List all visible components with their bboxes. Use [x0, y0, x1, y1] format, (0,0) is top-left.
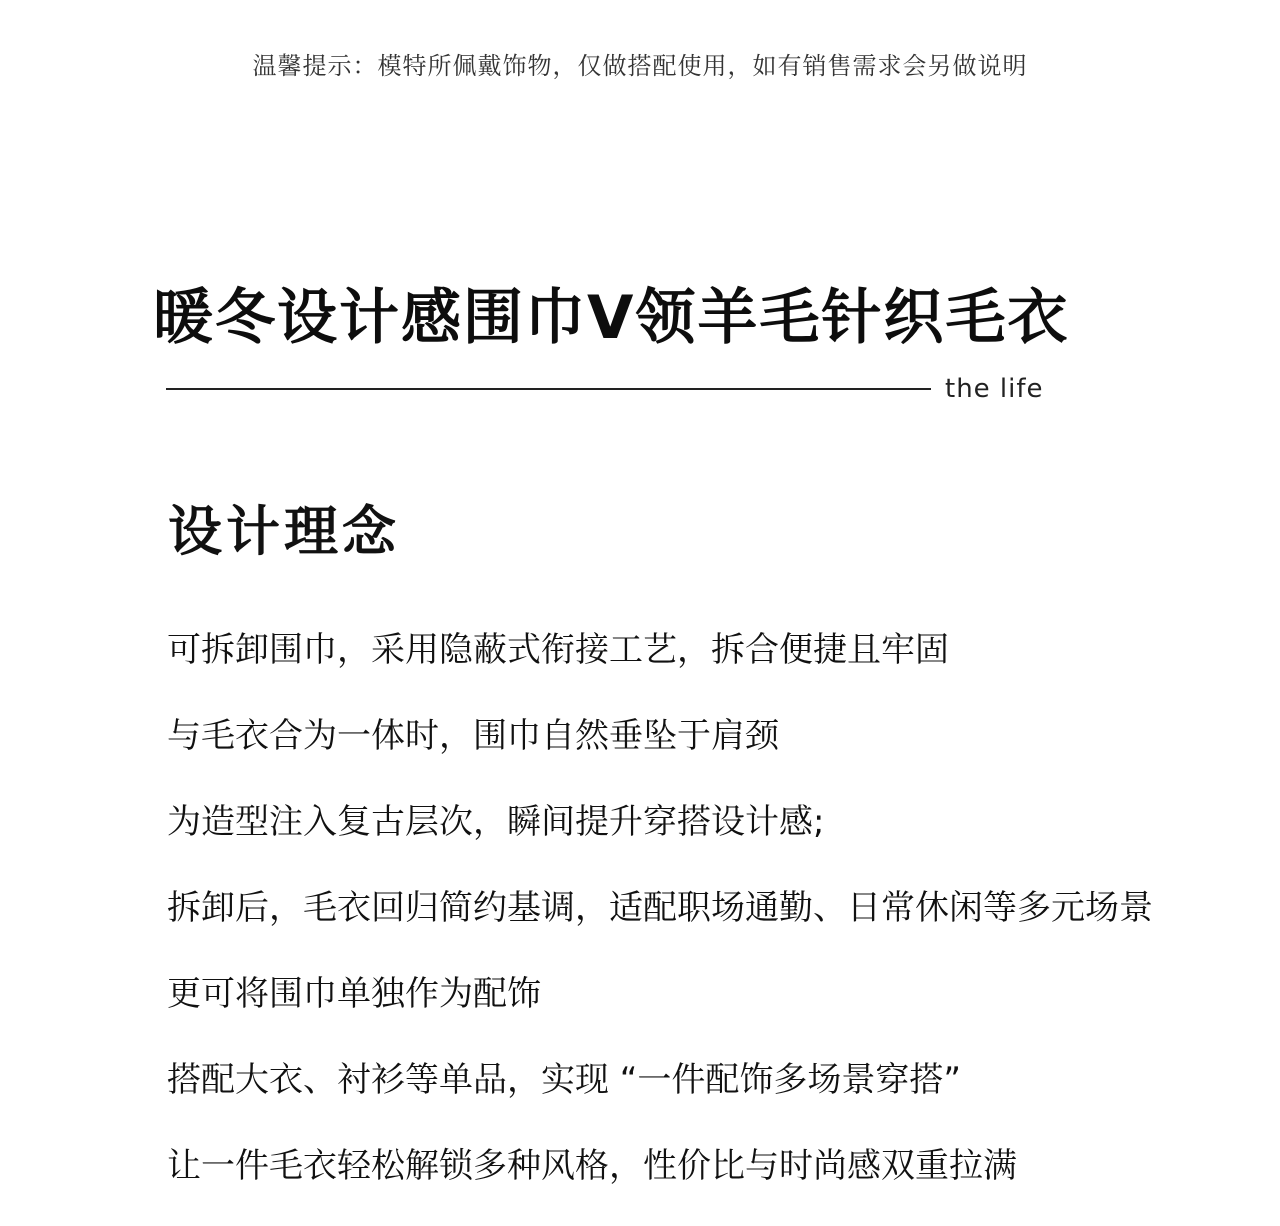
- description-line: 更可将围巾单独作为配饰: [167, 974, 541, 1014]
- description-line: 与毛衣合为一体时，围巾自然垂坠于肩颈: [167, 716, 779, 756]
- description-line: 为造型注入复古层次，瞬间提升穿搭设计感;: [167, 802, 825, 842]
- description-line: 搭配大衣、衬衫等单品，实现 “一件配饰多场景穿搭”: [167, 1060, 962, 1100]
- title-divider: [166, 388, 931, 390]
- page-title: 暖冬设计感围巾V领羊毛针织毛衣: [153, 283, 1070, 353]
- notice-text: 温馨提示：模特所佩戴饰物，仅做搭配使用，如有销售需求会另做说明: [252, 52, 1028, 80]
- description-list: [167, 624, 1153, 1226]
- description-line: 可拆卸围巾，采用隐蔽式衔接工艺，拆合便捷且牢固: [167, 630, 949, 670]
- description-line: 拆卸后，毛衣回归简约基调，适配职场通勤、日常休闲等多元场景: [167, 888, 1153, 928]
- tagline: the life: [945, 374, 1044, 404]
- description-line: 让一件毛衣轻松解锁多种风格，性价比与时尚感双重拉满: [167, 1146, 1017, 1186]
- section-heading: 设计理念: [168, 500, 400, 563]
